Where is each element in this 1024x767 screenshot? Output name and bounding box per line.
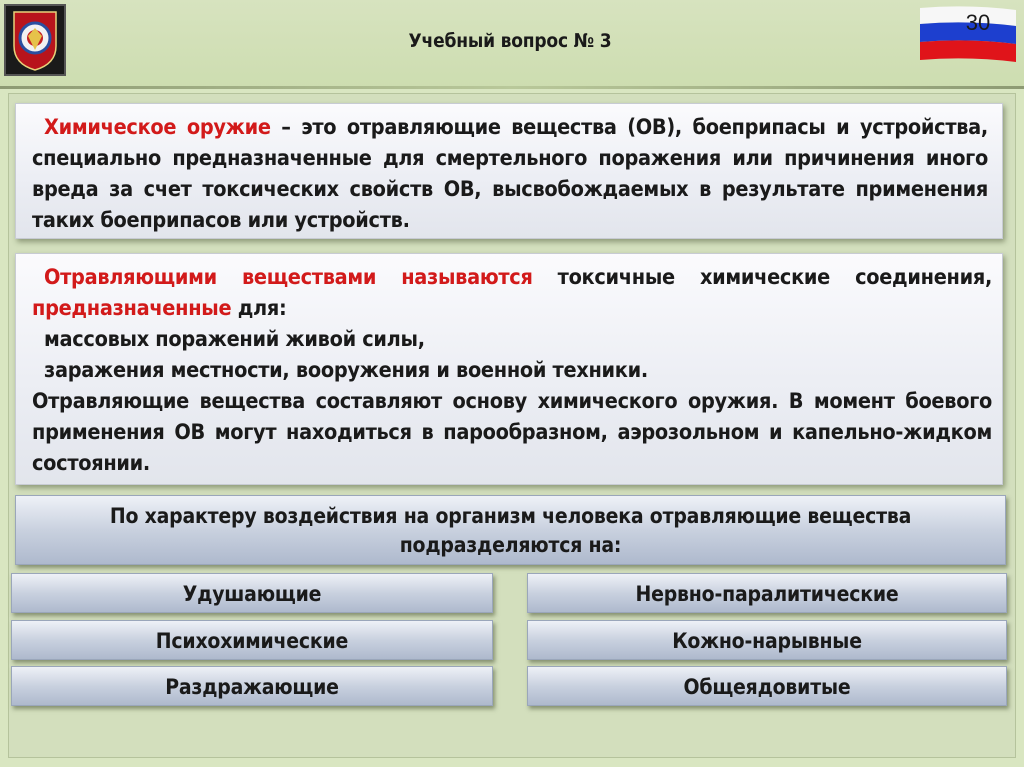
agents-box [15,253,1003,485]
category-blood-agent: Общеядовитые [527,666,1007,706]
definition-box [15,103,1003,239]
definition-line-2: специально предназначенные для смертельного поражения или причинения иного [32,146,988,171]
definition-line-4: таких боеприпасов или устройств. [32,208,410,233]
category-psychochemical: Психохимические [11,620,493,660]
definition-text: – это отравляющие вещества (ОВ), боеприпасы и устройства, [270,115,988,140]
category-choking: Удушающие [11,573,493,613]
agents-term-2: предназначенные [32,296,232,321]
definition-term: Химическое оружие [44,115,271,140]
agents-text: токсичные химические соединения, [532,265,993,290]
slide-number: 30 [965,10,991,35]
emblem-shield-icon [4,4,66,76]
classification-heading-line-1: По характеру воздействия на организм человека отравляющие вещества [109,504,912,528]
agents-line-1 [32,262,992,293]
category-blister: Кожно-нарывные [527,620,1007,660]
purpose-item-2: заражения местности, вооружения и военной техники. [44,358,648,383]
header-divider [0,86,1024,89]
classification-heading [15,495,1006,565]
agents-line-6: применения ОВ могут находиться в парообразном, аэрозольном и капельно-жидком [32,420,992,445]
agents-line-7: состоянии. [32,451,150,476]
purpose-item-1: массовых поражений живой силы, [44,327,425,352]
category-nerve-agent: Нервно-паралитические [527,573,1007,613]
category-irritant: Раздражающие [11,666,493,706]
agents-line-5: Отравляющие вещества составляют основу химического оружия. В момент боевого [32,389,992,414]
definition-line-3: вреда за счет токсических свойств ОВ, высвобождаемых в результате применения [32,177,988,202]
indent [32,115,44,140]
agents-term: Отравляющими веществами называются [44,265,533,290]
classification-heading-line-2: подразделяются на: [399,533,622,557]
agents-text-2: для: [231,296,287,321]
definition-line-1 [32,112,988,143]
page-title: Учебный вопрос № 3 [408,30,612,52]
agents-line-2 [32,293,992,324]
